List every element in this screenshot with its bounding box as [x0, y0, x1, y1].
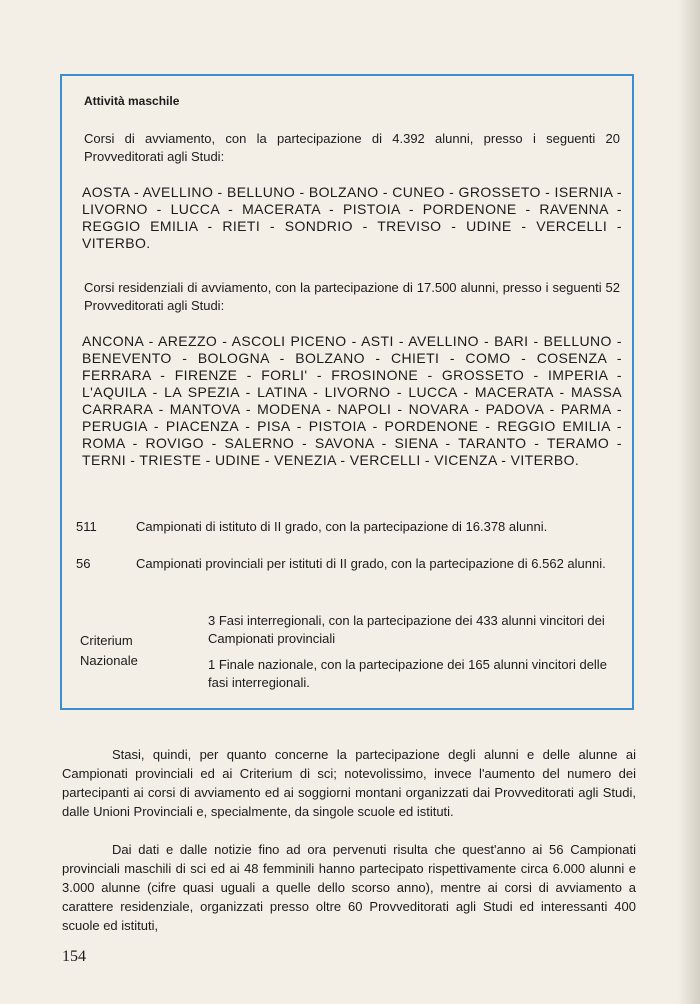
provveditorati-list-52: ANCONA - AREZZO - ASCOLI PICENO - ASTI - AVELLINO - BARI - BELLUNO - BENEVENTO - BOLOGNA - BOLZANO - CHIETI - COMO - COSENZA - FERRARA - FIRENZE - FORLI' - FROSINONE - GROSSETO - IMPERIA - L'AQUILA - LA SPEZIA - LATINA - LIVORNO - LUCCA - MACERATA - MASSA CARRARA - MANTOVA - MODENA - NAPOLI - NOVARA - PADOVA - PARMA - PERUGIA - PIACENZA - PISA - PISTOIA - PORDENONE - REGGIO EMILIA - ROMA - ROVIGO - SALERNO - SAVONA - SIENA - TARANTO - TERAMO - TERNI - TRIESTE - UDINE - VENEZIA - VERCELLI - VICENZA - VITERBO.	[82, 333, 622, 468]
body-paragraph-1: Stasi, quindi, per quanto concerne la partecipazione degli alunni e delle alunne ai Campionati provinciali ed ai Criterium di sci; notevolissimo, invece l'aumento del numero dei partecipanti ai corsi di avviamento ed ai soggiorni montani organizzati dai Provveditorati agli Studi, dalle Unioni Provinciali e, specialmente, da singole scuole ed istituti.	[62, 747, 636, 819]
box-title: Attività maschile	[84, 94, 180, 108]
item-count: 56	[76, 556, 91, 571]
criterium-label-line1: Criterium	[80, 633, 133, 648]
criterium-label-line2: Nazionale	[80, 653, 138, 668]
provveditorati-list-20: AOSTA - AVELLINO - BELLUNO - BOLZANO - CUNEO - GROSSETO - ISERNIA - LIVORNO - LUCCA - MACERATA - PISTOIA - PORDENONE - RAVENNA - REGGIO EMILIA - RIETI - SONDRIO - TREVISO - UDINE - VERCELLI - VITERBO.	[82, 184, 622, 251]
page-edge-shadow	[678, 0, 700, 1004]
item-count: 511	[76, 519, 97, 534]
item-description: Campionati provinciali per istituti di II grado, con la partecipazione di 6.562 alunni.	[136, 556, 606, 571]
body-paragraph-2: Dai dati e dalle notizie fino ad ora pervenuti risulta che quest'anno ai 56 Campionati provinciali maschili di sci ed ai 48 femminili hanno partecipato rispettivamente circa 6.000 alunni e 3.000 alunne (cifre quasi uguali a quelle dello scorso anno), mentre ai corsi di avviamento a carattere residenziale, organizzati presso oltre 60 Provveditorati agli Studi ed interessanti 400 scuole ed istituti,	[62, 842, 636, 933]
item-description: Campionati di istituto di II grado, con la partecipazione di 16.378 alunni.	[136, 519, 548, 534]
criterium-interregional: 3 Fasi interregionali, con la partecipazione dei 433 alunni vincitori dei Campionati provinciali	[208, 613, 605, 646]
residential-courses-intro: Corsi residenziali di avviamento, con la partecipazione di 17.500 alunni, presso i seguenti 52 Provveditorati agli Studi:	[84, 280, 620, 313]
criterium-label	[80, 631, 190, 671]
avviamento-courses-intro: Corsi di avviamento, con la partecipazione di 4.392 alunni, presso i seguenti 20 Provveditorati agli Studi:	[84, 131, 620, 164]
criterium-national-final: 1 Finale nazionale, con la partecipazione dei 165 alunni vincitori delle fasi interregionali.	[208, 657, 607, 690]
page-number: 154	[62, 948, 86, 965]
